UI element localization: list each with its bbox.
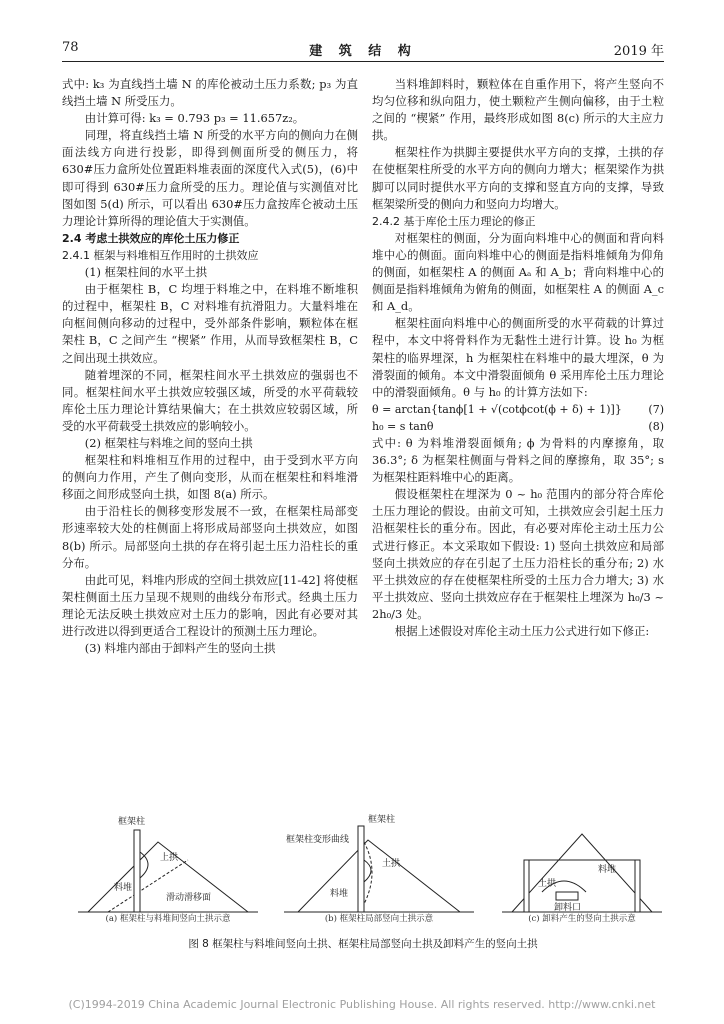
paragraph: 框架柱和料堆相互作用的过程中，由于受到水平方向的侧向力作用，产生了侧向变形，从而在框架柱和料堆滑移面之间形成竖向土拱，如图 8(a) 所示。 — [62, 453, 358, 502]
label-a-1: 上拱 — [160, 853, 179, 863]
formula-number: (7) — [648, 402, 664, 416]
label-b-3: 料堆 — [330, 889, 349, 899]
paragraph: 式中: θ 为料堆滑裂面倾角; ϕ 为骨料的内摩擦角，取 36.3°; δ 为框架柱侧面与骨料之间的摩擦角，取 35°; s 为框架柱距料堆中心的距离。 — [372, 435, 664, 485]
panel-b-diagram — [284, 812, 474, 924]
paragraph: 由于沿柱长的侧移变形发展不一致，在框架柱局部变形速率较大处的柱侧面上将形成局部竖向土拱效应，如图 8(b) 所示。局部竖向土拱的存在将引起土压力沿柱长的重分布。 — [62, 504, 358, 570]
figure-8 — [62, 812, 664, 932]
left-column — [524, 860, 529, 912]
paragraph: 随着埋深的不同，框架柱间水平土拱效应的强弱也不同。框架柱间水平土拱效应较强区域，所受的水平荷载较库伦土压力理论计算结果偏大；在土拱效应较弱区域，所受的水平荷载受土拱效应的影响较小。 — [62, 367, 358, 433]
pile-outline — [298, 840, 460, 912]
formula-line — [372, 401, 664, 418]
panel-c-diagram — [502, 812, 662, 924]
caption-c: (c) 卸料产生的竖向土拱示意 — [528, 914, 636, 924]
paragraph: 由计算可得: k₃ = 0.793 p₃ = 11.657z₂。 — [84, 111, 305, 126]
subsection-heading: 2.4.2 基于库伦土压力理论的修正 — [372, 214, 536, 228]
left-column — [62, 76, 358, 657]
paragraph: 框架柱面向料堆中心的侧面所受的水平荷载的计算过程中，本文中将骨料作为无黏性土进行计算。设 h₀ 为框架柱的临界埋深，h 为框架柱在料堆中的最大埋深，θ 为滑裂面的倾角。本文中滑裂面倾角 θ 采用库伦土压力理论中的滑裂面倾角。θ 与 h₀ 的计算方法如下: — [372, 316, 664, 399]
paragraph: 当料堆卸料时，颗粒体在自重作用下，将产生竖向不均匀位移和纵向阻力，使土颗粒产生侧向偏移，由于土粒之间的 “楔紧” 作用，最终形成如图 8(c) 所示的大主应力拱。 — [372, 77, 664, 143]
figure-panel-c — [502, 812, 662, 924]
label-c-0: 料堆 — [598, 865, 617, 875]
label-b-2: 土拱 — [382, 859, 401, 869]
paragraph: 假设框架柱在埋深为 0 ~ h₀ 范围内的部分符合库伦土压力理论的假设。由前文可知，土拱效应会引起土压力沿框架柱长的重分布。因此，有必要对库伦主动土压力公式进行修正。本文采取如下假设: 1) 竖向土拱效应和局部竖向土拱效应的存在引起了土压力沿柱长的重分布; 2) 水平土拱效应的存在使框架柱所受的土压力合力增大; 3) 水平土拱效应、竖向土拱效应存在于框架柱上埋深为 h₀/3 ~ 2h₀/3 处。 — [372, 487, 664, 621]
frame-column — [358, 826, 364, 912]
label-b-0: 框架柱 — [368, 815, 396, 825]
figure-panel-a — [78, 812, 258, 924]
formula-line — [372, 418, 664, 435]
formula-number: (8) — [648, 419, 664, 433]
paragraph: 对框架柱的侧面，分为面向料堆中心的侧面和背向料堆中心的侧面。面向料堆中心的侧面是指料堆倾角为仰角的侧面，如框架柱 A 的侧面 Aₐ 和 A_b；背向料堆中心的侧面是指料堆倾角为俯角的侧面，如框架柱 A 的侧面 A_c 和 A_d。 — [372, 230, 664, 314]
local-arch — [364, 860, 371, 882]
section-heading: 2.4 考虑土拱效应的库伦土压力修正 — [62, 231, 240, 245]
journal-year: 2019 年 — [613, 44, 664, 59]
subsection-heading: 2.4.1 框架与料堆相互作用时的土拱效应 — [62, 248, 259, 262]
paragraph: 式中: k₃ 为直线挡土墙 N 的库伦被动土压力系数; p₃ 为直线挡土墙 N 所受压力。 — [62, 77, 358, 109]
page-number: 78 — [62, 40, 79, 55]
paragraph: 同理，将直线挡土墙 N 所受的水平方向的侧向力在侧面法线方向进行投影，即得到侧面所受的侧压力，将 630#压力盒所处位置距料堆表面的深度代入式(5)，(6)中即可得到 630#压力盒所受的压力。理论值与实测值对比图如图 5(d) 所示，可以看出 630#压力盒按库仑被动土压力理论计算所得的理论值大于实测值。 — [62, 128, 358, 228]
paragraph: 根据上述假设对库伦主动土压力公式进行如下修正: — [394, 624, 650, 638]
formula-expression: θ = arctan{tanϕ[1 + √(cotϕcot(ϕ + δ) + 1)]} — [372, 402, 622, 416]
header-rule — [62, 61, 664, 62]
pile-outline — [512, 834, 652, 912]
label-c-2: 卸料口 — [554, 903, 582, 913]
footer-copyright: (C)1994-2019 China Academic Journal Electronic Publishing House. All rights reserved. http://www.cnki.net — [68, 998, 656, 1011]
label-a-0: 框架柱 — [118, 817, 146, 827]
panel-a-diagram — [78, 812, 258, 924]
paragraph: (3) 料堆内部由于卸料产生的竖向土拱 — [84, 641, 276, 656]
paragraph: 由于框架柱 B，C 均埋于料堆之中，在料堆不断堆积的过程中，框架柱 B，C 对料堆有抗滑阻力。大量料堆在向框间侧向移动的过程中，受外部条件影响，颗粒体在框架柱 B，C 之间产生 “楔紧” 作用，从而导致框架柱 B，C 之间出现土拱效应。 — [62, 282, 358, 365]
paragraph: 框架柱作为拱脚主要提供水平方向的支撑，土拱的存在使框架柱所受的水平方向的侧向力增大；框架梁作为拱脚可以同时提供水平方向的支撑和竖直方向的支撑，导致框架梁所受的侧向力和竖向力均增大。 — [372, 145, 664, 211]
label-b-1: 框架柱变形曲线 — [286, 835, 350, 845]
arch-curve — [140, 852, 148, 878]
right-column — [372, 76, 664, 640]
frame-column — [134, 830, 140, 912]
formula-expression: h₀ = s tanθ — [372, 419, 434, 433]
paragraph: (2) 框架柱与料堆之间的竖向土拱 — [84, 435, 253, 450]
figure-panel-b — [284, 812, 474, 924]
label-c-1: 土拱 — [538, 879, 557, 889]
right-column — [635, 860, 640, 912]
label-a-2: 料堆 — [114, 883, 133, 893]
outlet-box — [556, 892, 578, 900]
paragraph: 由此可见，料堆内形成的空间土拱效应[11-42] 将使框架柱侧面土压力呈现不规则的曲线分布形式。经典土压力理论无法反映土拱效应对土压力的影响，因此有必要对其进行改进以得到更适合工程设计的预测土压力理论。 — [62, 572, 358, 638]
figure-caption: 图 8 框架柱与料堆间竖向土拱、框架柱局部竖向土拱及卸料产生的竖向土拱 — [188, 938, 538, 950]
paragraph: (1) 框架柱间的水平土拱 — [84, 265, 208, 280]
caption-b: (b) 框架柱局部竖向土拱示意 — [324, 914, 434, 924]
journal-title: 建 筑 结 构 — [309, 44, 417, 59]
label-a-3: 滑动滑移面 — [166, 893, 212, 903]
caption-a: (a) 框架柱与料堆间竖向土拱示意 — [105, 914, 231, 924]
page-header — [62, 40, 664, 58]
